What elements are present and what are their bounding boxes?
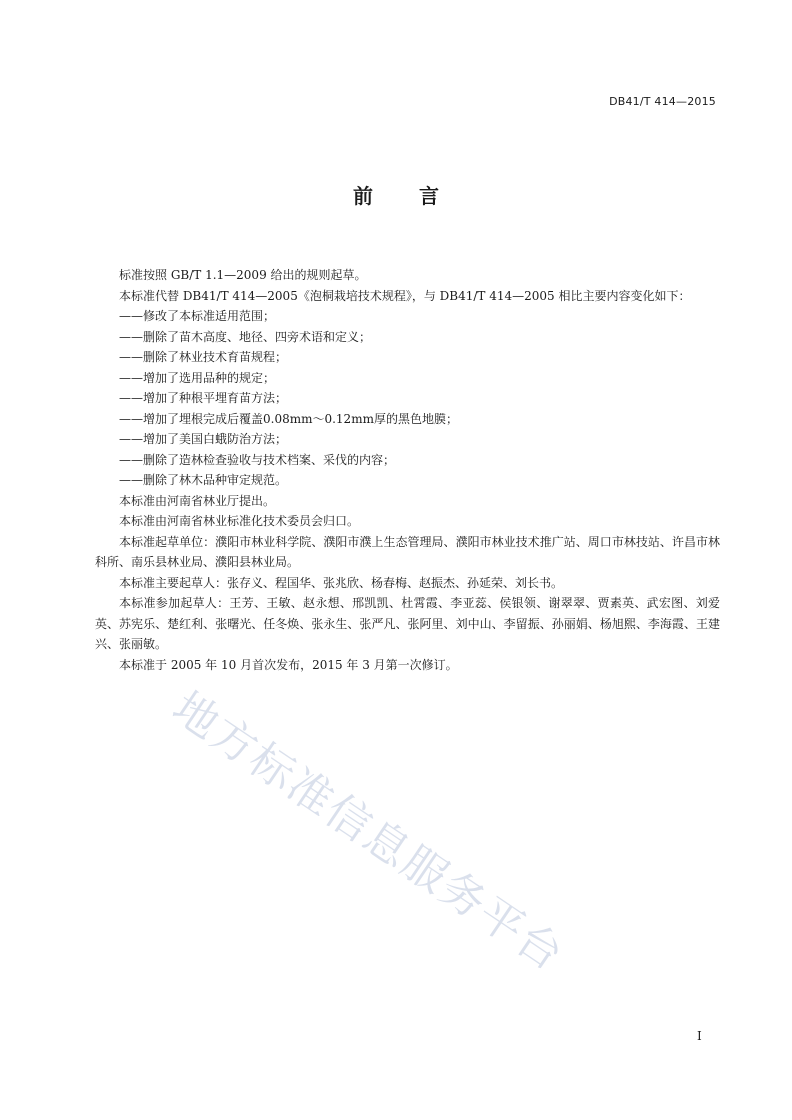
change-item: ——删除了苗木高度、地径、四旁术语和定义；: [119, 329, 372, 344]
paragraph-administrator: 本标准由河南省林业标准化技术委员会归口。: [119, 514, 360, 528]
change-item: ——增加了选用品种的规定；: [119, 370, 276, 385]
watermark: 地方标准信息服务平台: [163, 682, 574, 982]
paragraph-replacement: 本标准代替 DB41/T 414—2005《泡桐栽培技术规程》，与 DB41/T 414—2005 相比主要内容变化如下：: [119, 288, 691, 303]
page-number: I: [697, 1029, 702, 1043]
title-char-2: 言: [419, 184, 439, 208]
paragraph-drafting-units: 本标准起草单位：濮阳市林业科学院、濮阳市濮上生态管理局、濮阳市林业技术推广站、周口市林技站、许昌市林科所、南乐县林业局、濮阳县林业局。: [95, 534, 720, 569]
body-text: [95, 265, 720, 675]
change-item: ——删除了造林检查验收与技术档案、采伐的内容；: [119, 452, 396, 467]
paragraph-proposer: 本标准由河南省林业厅提出。: [119, 493, 276, 508]
paragraph-release-history: 本标准于 2005 年 10 月首次发布，2015 年 3 月第一次修订。: [119, 657, 458, 672]
page-title: [0, 180, 792, 209]
change-item: ——增加了埋根完成后覆盖0.08mm～0.12mm厚的黑色地膜；: [119, 411, 458, 426]
change-item: ——修改了本标准适用范围；: [119, 309, 276, 323]
paragraph-participating-drafters: 本标准参加起草人：王芳、王敏、赵永想、邢凯凯、杜霄霞、李亚蕊、侯银领、谢翠翠、贾素英、武宏图、刘爱英、苏宪乐、楚红利、张曙光、任冬焕、张永生、张严凡、张阿里、刘中山、李留振、孙丽娟、杨旭熙、李海霞、王建兴、张丽敏。: [95, 596, 720, 651]
paragraph-drafting-rules: 标准按照 GB/T 1.1—2009 给出的规则起草。: [119, 268, 367, 282]
change-item: ——增加了美国白蛾防治方法；: [119, 432, 288, 446]
paragraph-main-drafters: 本标准主要起草人：张存义、程国华、张兆欣、杨春梅、赵振杰、孙延荣、刘长书。: [119, 575, 564, 590]
doc-code: DB41/T 414—2015: [609, 95, 716, 108]
title-char-1: 前: [353, 184, 373, 208]
change-item: ——删除了林木品种审定规范。: [119, 473, 288, 487]
change-item: ——删除了林业技术育苗规程；: [119, 350, 288, 364]
change-item: ——增加了种根平埋育苗方法；: [119, 391, 288, 405]
